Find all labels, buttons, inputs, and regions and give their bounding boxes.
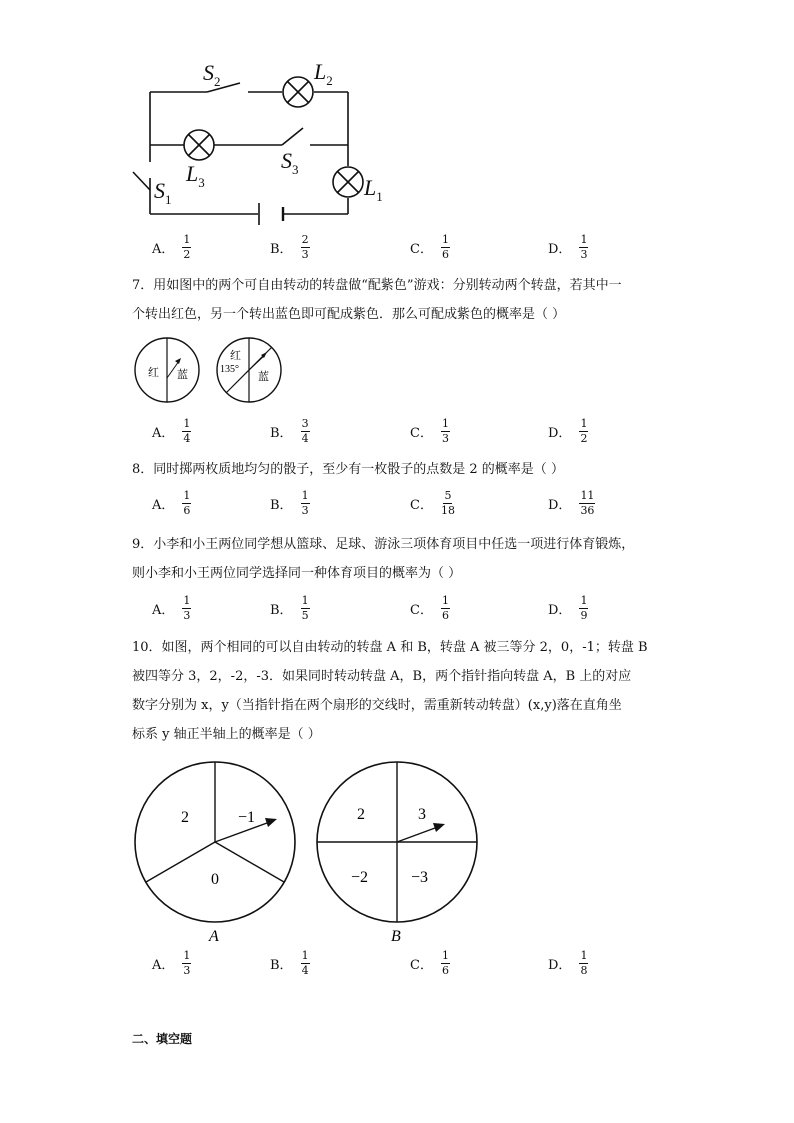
q10-stem-line1: 10．如图，两个相同的可以自由转动的转盘 A 和 B，转盘 A 被三等分 2，0，-1；转盘 B (132, 640, 648, 655)
q10-option-a[interactable]: A． $\frac{1}{3}$ (152, 949, 191, 977)
q9-option-c[interactable]: C． $\frac{1}{6}$ (410, 594, 449, 622)
q7-option-b[interactable]: B． $\frac{3}{4}$ (270, 417, 309, 445)
q10-stem-line3: 数字分别为 x，y（当指针指在两个扇形的交线时，需重新转动转盘）(x,y)落在直角坐 (132, 698, 622, 713)
q7-spinner-1 (135, 338, 199, 402)
q7-spinner-2 (217, 338, 281, 402)
label-s1: $S_1$ (154, 178, 172, 207)
svg-text:−2: −2 (351, 869, 369, 886)
q9-option-d[interactable]: D． $\frac{1}{9}$ (548, 594, 588, 622)
label-l2: $L_2$ (314, 59, 333, 88)
q8-option-a[interactable]: A． $\frac{1}{6}$ (152, 489, 191, 517)
circuit-diagram (0, 0, 794, 230)
q10-spinners (125, 755, 495, 945)
q9-option-a[interactable]: A． $\frac{1}{3}$ (152, 594, 191, 622)
q10-spinner-b (317, 762, 477, 945)
svg-text:蓝: 蓝 (258, 371, 269, 383)
lamp-l2 (283, 77, 313, 107)
q10-option-d[interactable]: D． $\frac{1}{8}$ (548, 949, 588, 977)
svg-text:红: 红 (230, 350, 241, 362)
svg-text:红: 红 (148, 367, 159, 379)
label-s2: $S_2$ (203, 60, 221, 89)
lamp-l3 (184, 130, 214, 160)
svg-text:B: B (391, 928, 401, 945)
switch-s3 (282, 128, 303, 145)
q9-option-b[interactable]: B． $\frac{1}{5}$ (270, 594, 309, 622)
lamp-l1 (333, 167, 363, 197)
svg-text:−3: −3 (411, 869, 429, 886)
section-2-title: 二、填空题 (132, 1032, 193, 1046)
q7-option-a[interactable]: A． $\frac{1}{4}$ (152, 417, 191, 445)
q6-option-c[interactable]: C． $\frac{1}{6}$ (410, 233, 449, 261)
q8-option-c[interactable]: C． $\frac{5}{18}$ (410, 489, 455, 517)
q10-option-b[interactable]: B． $\frac{1}{4}$ (270, 949, 309, 977)
q8-stem: 8．同时掷两枚质地均匀的骰子，至少有一枚骰子的点数是 2 的概率是（ ） (132, 462, 564, 477)
q6-option-b[interactable]: B． $\frac{2}{3}$ (270, 233, 309, 261)
svg-text:0: 0 (211, 871, 219, 888)
svg-text:135°: 135° (220, 364, 239, 375)
q10-spinner-a (135, 762, 295, 945)
q8-option-d[interactable]: D． $\frac{11}{36}$ (548, 489, 595, 517)
svg-text:2: 2 (357, 806, 365, 823)
q10-option-c[interactable]: C． $\frac{1}{6}$ (410, 949, 449, 977)
svg-text:−1: −1 (238, 809, 256, 826)
label-s3: $S_3$ (281, 148, 299, 177)
q7-stem-line1: 7．用如图中的两个可自由转动的转盘做“配紫色”游戏：分别转动两个转盘，若其中一 (132, 278, 622, 293)
svg-text:A: A (209, 928, 219, 945)
q10-stem-line2: 被四等分 3，2，-2，-3．如果同时转动转盘 A，B，两个指针指向转盘 A，B 上的对应 (132, 669, 632, 684)
label-l3: $L_3$ (186, 161, 205, 190)
q7-option-d[interactable]: D． $\frac{1}{2}$ (548, 417, 588, 445)
q8-option-b[interactable]: B． $\frac{1}{3}$ (270, 489, 309, 517)
svg-text:蓝: 蓝 (177, 369, 188, 381)
label-l1: $L_1$ (364, 175, 383, 204)
q10-stem-line4: 标系 y 轴正半轴上的概率是（ ） (132, 727, 321, 742)
q7-stem-line2: 个转出红色，另一个转出蓝色即可配成紫色．那么可配成紫色的概率是（ ） (132, 307, 566, 322)
q9-stem-line2: 则小李和小王两位同学选择同一种体育项目的概率为（ ） (132, 566, 462, 581)
q7-option-c[interactable]: C． $\frac{1}{3}$ (410, 417, 449, 445)
svg-text:2: 2 (181, 809, 189, 826)
q7-spinners (125, 330, 295, 410)
q9-stem-line1: 9．小李和小王两位同学想从篮球、足球、游泳三项体育项目中任选一项进行体育锻炼， (132, 537, 635, 552)
q6-option-a[interactable]: A． $\frac{1}{2}$ (152, 233, 191, 261)
svg-text:3: 3 (418, 806, 426, 823)
q6-option-d[interactable]: D． $\frac{1}{3}$ (548, 233, 588, 261)
switch-s1 (133, 172, 150, 190)
